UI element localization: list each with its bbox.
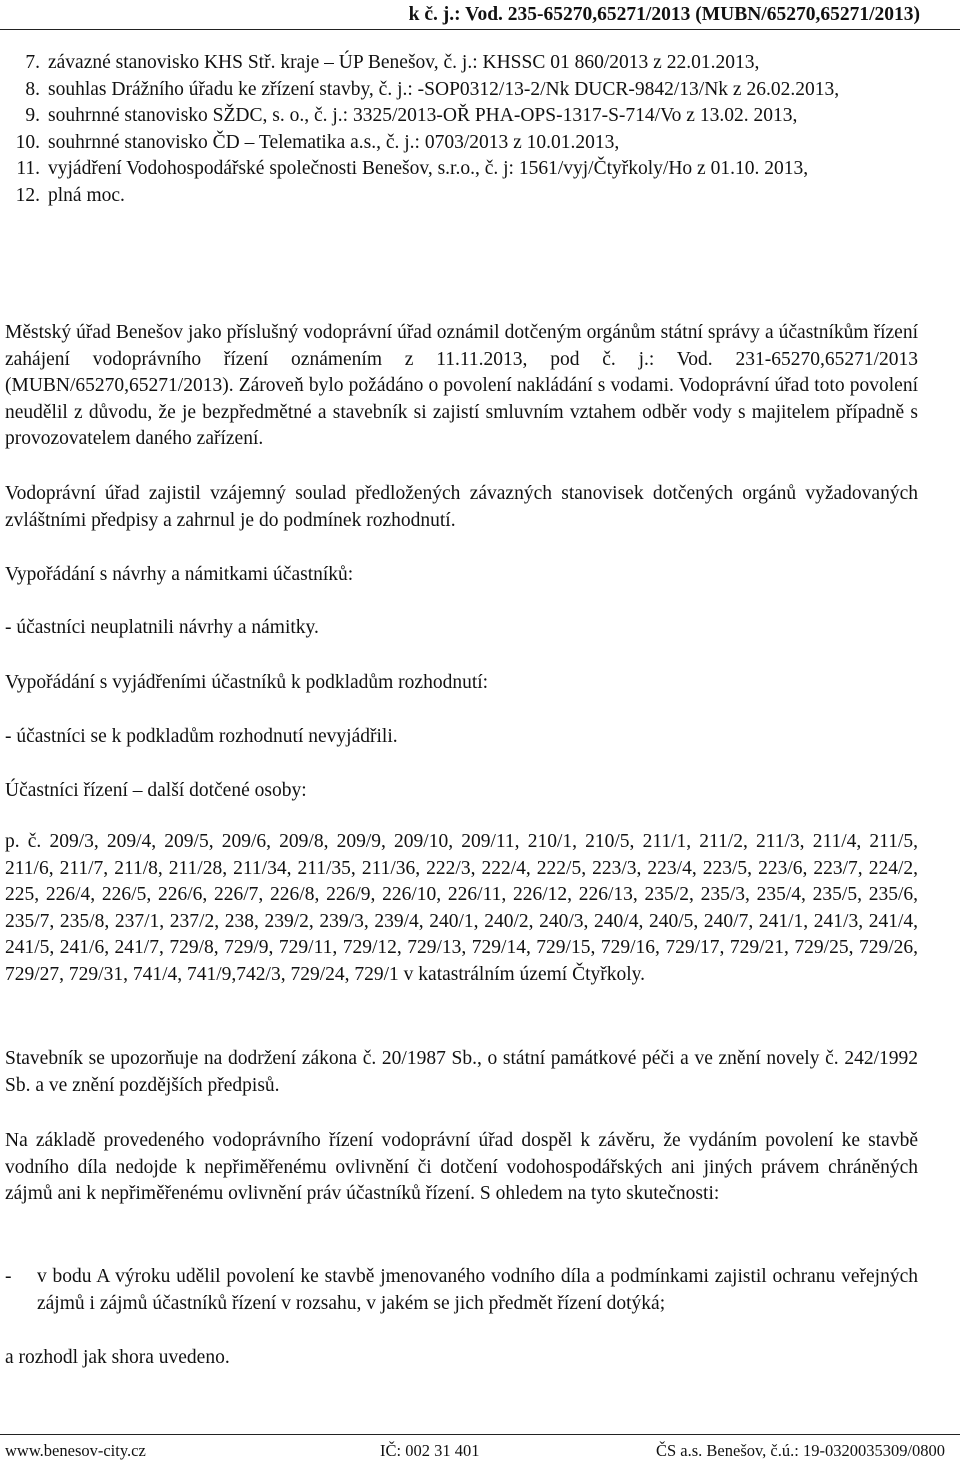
parcel-list: p. č. 209/3, 209/4, 209/5, 209/6, 209/8, 209/9, 209/10, 209/11, 210/1, 210/5, 211/1, 211/2, 211/3, 211/4, 211/5, 211/6, 211/7, 211/8, 211/28, 211/34, 211/35, 211/36, 222/3, 222/4, 222/5, 223/3, 223/4, 223/5, 223/6, 223/7, 224/2, 225, 226/4, 226/5, 226/6, 226/7, 226/8, 226/9, 226/10, 226/11, 226/12, 226/13, 235/2, 235/3, 235/4, 235/5, 235/6, 235/7, 235/8, 237/1, 237/2, 238, 239/2, 239/3, 239/4, 240/1, 240/2, 240/3, 240/4, 240/5, 240/7, 241/1, 241/3, 241/4, 241/5, 241/6, 241/7, 729/8, 729/9, 729/11, 729/12, 729/13, 729/14, 729/15, 729/16, 729/17, 729/21, 729/25, 729/26, 729/27, 729/31, 741/4, 741/9,742/3, 729/24, 729/1 v katastrálním území Čtyřkoly. — [5, 831, 918, 985]
paragraph-consistency: Vodoprávní úřad zajistil vzájemný soulad předložených závazných stanovisek dotčených orgánů vyžadovaných zvláštními předpisy a zahrnul je do podmínek rozhodnutí. — [5, 483, 918, 531]
footer-company-id: IČ: 002 31 401 — [380, 1441, 480, 1460]
bullet-mark: - — [5, 1266, 12, 1287]
list-item — [0, 156, 918, 183]
footer-rule — [0, 1434, 960, 1435]
list-item-text: souhlas Drážního úřadu ke zřízení stavby, č. j.: -SOP0312/13-2/Nk DUCR-9842/13/Nk z 26.02.2013, — [48, 78, 840, 100]
list-item-number: 8. — [25, 78, 40, 100]
footer-bank-account: ČS a.s. Benešov, č.ú.: 19-0320035309/0800 — [656, 1441, 946, 1460]
bullet-text: v bodu A výroku udělil povolení ke stavbě jmenovaného vodního díla a podmínkami zajistil ochranu veřejných zájmů i zájmů účastníků řízení v rozsahu, v jakém se jich předmět řízení dotýká; — [37, 1266, 918, 1314]
list-item-number: 7. — [25, 52, 40, 73]
attachments-list — [0, 50, 918, 209]
list-item-number: 12. — [15, 184, 40, 206]
list-item — [0, 130, 918, 157]
list-item-text: souhrnné stanovisko ČD – Telematika a.s., č. j.: 0703/2013 z 10.01.2013, — [48, 131, 620, 153]
list-item-text: plná moc. — [48, 184, 125, 206]
header-rule — [0, 29, 960, 30]
heading-objections: Vypořádání s návrhy a námitkami účastníků: — [5, 564, 354, 585]
list-item — [0, 77, 918, 104]
list-item — [0, 103, 918, 130]
paragraph-conclusion: Na základě provedeného vodoprávního řízení vodoprávní úřad dospěl k závěru, že vydáním povolení ke stavbě vodního díla nedojde k nepřiměřenému ovlivnění či dotčení vodohospodářských ani jiných právem chráněných zájmů ani k nepřiměřenému ovlivnění práv účastníků řízení. S ohledem na tyto skutečnosti: — [5, 1130, 918, 1204]
closing-statement: a rozhodl jak shora uvedeno. — [5, 1347, 230, 1368]
paragraph-notice: Městský úřad Benešov jako příslušný vodoprávní úřad oznámil dotčeným orgánům státní správy a účastníkům řízení zahájení vodoprávního řízení oznámením z 11.11.2013, pod č. j.: Vod. 231-65270,65271/2013 (MUBN/65270,65271/2013). Zároveň bylo požádáno o povolení nakládání s vodami. Vodoprávní úřad toto povolení neudělil z důvodu, že je bezpředmětné a stavebník si zajistí smluvním vztahem odběr vody s majitelem případně s provozovatelem daného zařízení. — [5, 322, 918, 449]
list-item-number: 10. — [15, 131, 40, 153]
heading-participants: Účastníci řízení – další dotčené osoby: — [5, 780, 307, 801]
list-item — [0, 183, 918, 210]
list-item — [0, 50, 918, 77]
list-item-text: vyjádření Vodohospodářské společnosti Benešov, s.r.o., č. j: 1561/vyj/Čtyřkoly/Ho z 01.10. 2013, — [48, 158, 809, 179]
list-item-number: 9. — [25, 105, 40, 126]
footer-website-link[interactable]: www.benesov-city.cz — [5, 1441, 146, 1460]
document-reference-header: k č. j.: Vod. 235-65270,65271/2013 (MUBN/65270,65271/2013) — [408, 4, 920, 25]
objections-statement: - účastníci neuplatnili návrhy a námitky. — [5, 617, 319, 638]
list-item-text: souhrnné stanovisko SŽDC, s. o., č. j.: 3325/2013-OŘ PHA-OPS-1317-S-714/Vo z 13.02. 2013, — [48, 105, 798, 126]
list-item-text: závazné stanovisko KHS Stř. kraje – ÚP Benešov, č. j.: KHSSC 01 860/2013 z 22.01.2013, — [48, 52, 760, 73]
list-item-number: 11. — [16, 158, 40, 179]
heading-statements: Vypořádání s vyjádřeními účastníků k podkladům rozhodnutí: — [5, 672, 489, 693]
statements-statement: - účastníci se k podkladům rozhodnutí nevyjádřili. — [5, 726, 398, 747]
paragraph-heritage-law: Stavebník se upozorňuje na dodržení zákona č. 20/1987 Sb., o státní památkové péči a ve znění novely č. 242/1992 Sb. a ve znění pozdějších předpisů. — [5, 1048, 918, 1096]
decision-bullet — [5, 1264, 918, 1317]
